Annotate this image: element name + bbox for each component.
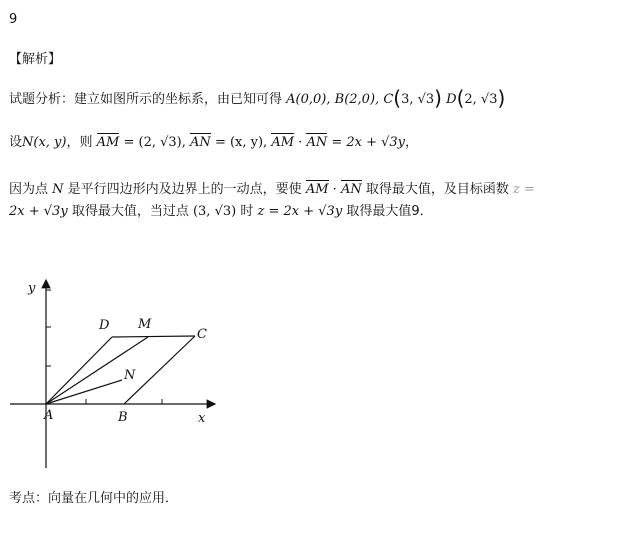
analysis-line: 试题分析：建立如图所示的坐标系，由已知可得 A(0,0), B(2,0), C(3, √3) D(2, √3)	[9, 86, 506, 110]
reason-vector-an: AN	[340, 182, 362, 197]
setup-line: 设N(x, y)，则 AM = (2, √3), AN = (x, y), AM · AN = 2x + √3y，	[9, 135, 419, 150]
conclusion-line	[9, 200, 433, 219]
conclusion-z-expr: z = 2x + √3y	[257, 204, 343, 219]
setup-prefix: 设	[9, 135, 23, 150]
label-d: D	[99, 318, 110, 333]
coordinate-diagram	[0, 270, 250, 475]
coord-b: B(2,0)	[334, 92, 376, 107]
setup-then: ，则	[66, 135, 93, 150]
conclusion-part1: 取得最大值，当过点	[71, 204, 189, 219]
reason-part1: 因为点	[9, 182, 49, 197]
point-n: N(x, y)	[22, 135, 67, 150]
conclusion-part2: 时	[240, 204, 254, 219]
vector-am: AM	[96, 135, 120, 150]
reason-n: N	[52, 182, 64, 197]
conclusion-point: (3, √3)	[192, 204, 237, 219]
problem-number: 9	[9, 12, 18, 27]
label-a: A	[44, 408, 54, 423]
setup-end: ，	[405, 135, 419, 150]
reason-part3: 取得最大值，及目标函数	[365, 182, 509, 197]
reason-vector-am: AM	[305, 182, 329, 197]
section-label: 【解析】	[9, 52, 62, 67]
analysis-prefix: 试题分析：建立如图所示的坐标系，由已知可得	[9, 92, 283, 107]
coord-d-values: 2, √3	[464, 92, 498, 107]
kaodian: 考点：向量在几何中的应用．	[9, 491, 179, 506]
dot-vector-an: AN	[306, 135, 328, 150]
reason-z: z =	[513, 182, 535, 197]
reason-line: 因为点 N 是平行四边形内及边界上的一动点，要使 AM · AN 取得最大值，及目标函数 z =	[9, 182, 535, 197]
am-value: = (2, √3),	[123, 135, 186, 150]
vector-an: AN	[190, 135, 211, 150]
label-n: N	[124, 368, 136, 383]
label-b: B	[118, 410, 128, 425]
coord-a: A(0,0)	[286, 92, 327, 107]
label-x: x	[198, 411, 206, 426]
label-c: C	[197, 327, 207, 342]
coord-d-label: D	[446, 92, 457, 107]
dot-vector-am: AM	[271, 135, 295, 150]
reason-part2: 是平行四边形内及边界上的一动点，要使	[67, 182, 302, 197]
dot-value: = 2x + √3y	[331, 135, 406, 150]
an-value: = (x, y),	[214, 135, 268, 150]
conclusion-expr: 2x + √3y	[9, 204, 68, 219]
coord-c-values: 3, √3	[401, 92, 435, 107]
side-dc	[112, 336, 195, 337]
label-y: y	[28, 281, 36, 296]
label-m: M	[138, 317, 152, 332]
coord-c-label: C	[383, 92, 394, 107]
conclusion-part3: 取得最大值9．	[346, 204, 433, 219]
